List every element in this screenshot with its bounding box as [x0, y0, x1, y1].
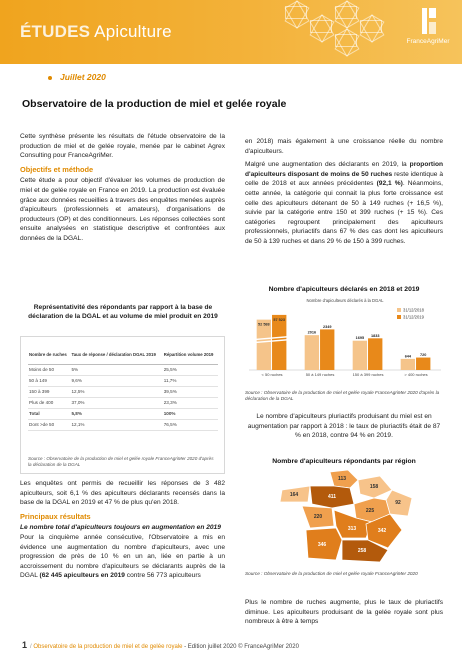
table-cell: 37,0% [70, 397, 162, 408]
table-cell: Moins de 50 [28, 364, 70, 375]
bar [320, 329, 334, 370]
right-paragraph-1: en 2018) mais également à une croissance réelle du nombre d'apiculteurs. [245, 138, 443, 155]
region-value-label: 113 [337, 476, 347, 482]
banner-title [20, 22, 172, 42]
table-cell: 5% [70, 364, 162, 375]
bar-value-label: 644 [404, 354, 412, 359]
table-cell: Total [28, 408, 70, 419]
legend-label: 31/12/2019 [403, 314, 424, 320]
legend-label: 31/12/2018 [403, 307, 424, 313]
bar [257, 320, 271, 370]
hexagon-decoration [335, 6, 357, 19]
bar-chart [245, 296, 445, 388]
table-cell: Dont >de 50 [28, 419, 70, 430]
principaux-subheading: Le nombre total d'apiculteurs toujours en augmentation en 2019 [20, 524, 221, 532]
region-value-label: 411 [327, 494, 337, 500]
representativity-table [28, 346, 218, 431]
hexagon-decoration [335, 34, 357, 47]
chart-subtitle: Nombre d'apiculteurs déclarés à la DGAL [306, 298, 384, 303]
region-value-label: 346 [317, 542, 327, 548]
footer-separator: / [30, 644, 32, 650]
category-label: 50 à 149 ruches [305, 372, 335, 377]
region-value-label: 258 [357, 548, 367, 554]
hexagon-decoration [285, 6, 307, 19]
table-cell: 12,1% [70, 419, 162, 430]
table-row [28, 397, 218, 408]
page-footer [22, 640, 299, 650]
table-header-cell: Nombre de ruches [28, 346, 70, 364]
table-cell: 25,5% [163, 364, 218, 375]
p2-c: reste identique à celle de 2018 et aux années précédentes [245, 170, 444, 188]
table-cell: 76,5% [163, 419, 218, 430]
right-paragraph-4: Plus le nombre de ruches augmente, plus le taux de pluriactifs diminue. Les apiculteurs produisant de la gelée royale sont plus nombreux à être à temps [245, 599, 443, 626]
franceagrimer-logo [398, 4, 458, 60]
region-value-label: 313 [347, 526, 357, 532]
right-paragraph-3-wrap [245, 412, 443, 445]
table-cell: 9,6% [70, 375, 162, 386]
left-column-bottom [20, 479, 225, 585]
table-row [28, 408, 218, 419]
bar-value-label: 2016 [307, 330, 317, 335]
region-value-label: 225 [365, 508, 375, 514]
region-value-label: 158 [369, 484, 379, 490]
bullet-icon [48, 76, 52, 80]
hexagon-decoration [360, 20, 382, 33]
logo-mark-icon [422, 8, 436, 34]
date-text: Juillet 2020 [60, 72, 106, 82]
france-region-map [262, 468, 422, 568]
table-cell: 150 à 399 [28, 386, 70, 397]
page-number: 1 [22, 640, 28, 650]
responses-paragraph: Les enquêtes ont permis de recueillir les réponses de 3 482 apiculteurs, soit 6,1 % des apiculteurs déclarants recensés dans la base de la DGAL en 2019 et 47 % de plus qu'en 2018. [20, 480, 225, 507]
region-value-label: 342 [377, 528, 387, 534]
category-label: 150 à 399 ruches [352, 372, 384, 377]
table-cell: 23,3% [163, 397, 218, 408]
table-cell: Plus de 400 [28, 397, 70, 408]
region-value-label: 164 [289, 492, 299, 498]
logo-text: FranceAgriMer [406, 38, 450, 45]
right-column-bottom [245, 598, 443, 631]
bar-value-label: 1695 [355, 336, 365, 341]
legend-swatch [397, 315, 401, 319]
principaux-heading: Principaux résultats [20, 511, 91, 521]
publication-date [48, 72, 106, 82]
table-cell: 39,5% [163, 386, 218, 397]
legend-swatch [397, 308, 401, 312]
table-cell: 50 à 149 [28, 375, 70, 386]
bar [305, 335, 319, 370]
bar-value-label: 2349 [322, 324, 332, 329]
bar [368, 338, 382, 370]
right-paragraph-2 [245, 160, 443, 246]
right-column-top [245, 137, 443, 251]
table-row [28, 364, 218, 375]
right-paragraph-3: Le nombre d'apiculteurs pluriactifs produisant du miel est en augmentation par rapport à 2018 : le taux de pluriactifs était de 87 % en 2018, contre 94 % en 2019. [247, 413, 441, 440]
region-value-label: 92 [395, 500, 401, 506]
topic-label: Apiculture [94, 22, 172, 41]
bar-value-label: 720 [420, 353, 427, 358]
p2-b: proportion d'apiculteurs disposant de moins de 50 ruches [245, 161, 443, 178]
table-cell: 11,7% [163, 375, 218, 386]
category-label: < 50 ruches [261, 372, 283, 377]
table-title: Représentativité des répondants par rapport à la base de déclaration de la DGAL et au volume de miel produit en 2019 [28, 304, 218, 320]
p2-d: (92,1 %) [376, 180, 403, 188]
table-row [28, 386, 218, 397]
table-header-cell: Taux de réponse / déclaration DGAL 2019 [70, 346, 162, 364]
objectifs-paragraph: Cette étude a pour objectif d'évaluer les volumes de production de miel et de gelée royale en France en 2019. La production est évaluée grâce aux données recueillies à travers des enquêtes menées auprès d'apiculteurs (professionnels et amateurs), d'organisations de producteurs (OP) et des conditionneurs. Les réponses collectées sont ensuite analysées en statistique descriptive et confrontées aux données de la DGAL. [20, 177, 225, 242]
page-title: Observatoire de la production de miel et gelée royale [22, 98, 287, 110]
bar-value-label: 57 523 [273, 317, 286, 322]
header-banner [0, 0, 462, 64]
objectifs-heading: Objectifs et méthode [20, 164, 94, 174]
footer-title: Observatoire de la production de miel et de gelée royale [33, 644, 183, 650]
principaux-text-a: Pour la cinquième année consécutive, l'Observatoire a mis en évidence une augmentation du nombre d'apiculteurs, avec une progression de près de 10 % en un an, liée en partie à un accroissement du nombre d'apiculteurs se déclarants auprès de la DGAL [20, 533, 225, 580]
left-column-top [20, 132, 225, 248]
principaux-paragraph [20, 533, 225, 581]
principaux-text-b: (62 445 apiculteurs en 2019 [39, 572, 125, 580]
map-source: Source : Observatoire de la production de miel et gelée royale FranceAgriMer 2020 [245, 571, 418, 576]
bar [272, 315, 286, 370]
category-label: > 400 ruches [404, 372, 428, 377]
intro-paragraph: Cette synthèse présente les résultats de l'étude observatoire de la production de miel et de gelée royale, menée par le cabinet Agrex Consulting pour FranceAgriMer. [20, 133, 225, 160]
bar-value-label: 52 588 [258, 322, 270, 327]
map-title: Nombre d'apiculteurs répondants par région [272, 458, 416, 465]
table-cell: 100% [163, 408, 218, 419]
p2-e: . Néanmoins, cette année, la catégorie qui connait la plus forte croissance est celle des apiculteurs détenant de 50 à 149 ruches (+ 16,5 %), suivie par la catégorie entre 150 et 399 ruches (+ 15 %). Ces catégories regroupent principalement des apiculteurs professionnels, pluriactifs dans 67 % des cas dont les apiculteurs de 50 à 139 ruches et dans 29 % de 150 à 399 ruches. [245, 180, 443, 245]
region-value-label: 220 [313, 514, 323, 520]
bar [401, 359, 415, 370]
principaux-text-c: contre 56 773 apiculteurs [124, 572, 201, 580]
hexagon-decoration [310, 20, 332, 33]
bar-chart-source: Source : Observatoire de la production de miel et gelée royale FranceAgriMer 2020 d'après la déclaration de la DGAL [245, 390, 440, 402]
bar-value-label: 1833 [370, 333, 380, 338]
footer-edition: - Edition juillet 2020 © FranceAgriMer 2020 [182, 644, 299, 650]
table-source: Source : Observatoire de la production de miel et gelée royale FranceAgriMer 2020 d'après la déclaration de la DGAL [28, 456, 214, 467]
table-row [28, 375, 218, 386]
table-cell: 12,5% [70, 386, 162, 397]
p2-a: Malgré une augmentation des déclarants en 2019, la [245, 161, 410, 169]
bar [416, 358, 430, 370]
bar-chart-title: Nombre d'apiculteurs déclarés en 2018 et 2019 [268, 286, 420, 293]
table-row [28, 419, 218, 430]
table-cell: 5,8% [70, 408, 162, 419]
table-header-cell: Répartition volume 2019 [163, 346, 218, 364]
series-label: ÉTUDES [20, 22, 91, 41]
bar [353, 341, 367, 370]
